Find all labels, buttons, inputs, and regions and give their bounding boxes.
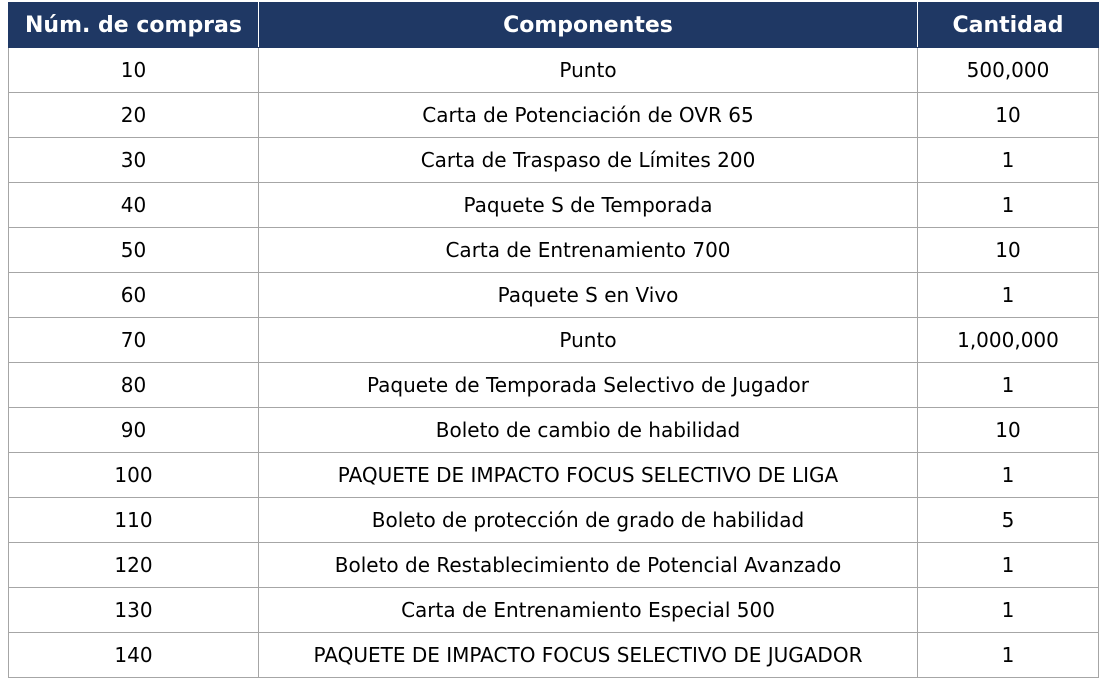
table-row (9, 228, 1099, 273)
component-cell: PAQUETE DE IMPACTO FOCUS SELECTIVO DE JUGADOR (259, 633, 918, 678)
header-purchase-count: Núm. de compras (9, 3, 259, 48)
quantity-cell: 1 (918, 363, 1099, 408)
purchase-count-cell: 70 (9, 318, 259, 363)
table-row (9, 408, 1099, 453)
table-row (9, 318, 1099, 363)
purchase-count-cell: 10 (9, 48, 259, 93)
component-cell: Carta de Entrenamiento 700 (259, 228, 918, 273)
component-cell: Boleto de Restablecimiento de Potencial Avanzado (259, 543, 918, 588)
purchase-count-cell: 60 (9, 273, 259, 318)
quantity-cell: 10 (918, 93, 1099, 138)
purchase-count-cell: 40 (9, 183, 259, 228)
purchase-count-cell: 120 (9, 543, 259, 588)
purchase-count-cell: 30 (9, 138, 259, 183)
component-cell: Carta de Potenciación de OVR 65 (259, 93, 918, 138)
table-row (9, 543, 1099, 588)
component-cell: PAQUETE DE IMPACTO FOCUS SELECTIVO DE LIGA (259, 453, 918, 498)
component-cell: Punto (259, 318, 918, 363)
quantity-cell: 500,000 (918, 48, 1099, 93)
component-cell: Paquete S en Vivo (259, 273, 918, 318)
table-row (9, 453, 1099, 498)
table-row (9, 498, 1099, 543)
header-components: Componentes (259, 3, 918, 48)
component-cell: Boleto de protección de grado de habilidad (259, 498, 918, 543)
quantity-cell: 1 (918, 453, 1099, 498)
table-row (9, 183, 1099, 228)
quantity-cell: 5 (918, 498, 1099, 543)
component-cell: Punto (259, 48, 918, 93)
purchase-count-cell: 20 (9, 93, 259, 138)
component-cell: Carta de Entrenamiento Especial 500 (259, 588, 918, 633)
purchase-count-cell: 110 (9, 498, 259, 543)
header-quantity: Cantidad (918, 3, 1099, 48)
quantity-cell: 1,000,000 (918, 318, 1099, 363)
purchase-rewards-table (8, 2, 1099, 678)
quantity-cell: 1 (918, 183, 1099, 228)
table-row (9, 48, 1099, 93)
component-cell: Paquete S de Temporada (259, 183, 918, 228)
table-row (9, 363, 1099, 408)
table-row (9, 138, 1099, 183)
quantity-cell: 1 (918, 633, 1099, 678)
table-body (9, 48, 1099, 678)
quantity-cell: 1 (918, 138, 1099, 183)
table-row (9, 273, 1099, 318)
table-row (9, 633, 1099, 678)
quantity-cell: 10 (918, 408, 1099, 453)
purchase-count-cell: 80 (9, 363, 259, 408)
quantity-cell: 1 (918, 273, 1099, 318)
header-row (9, 3, 1099, 48)
quantity-cell: 10 (918, 228, 1099, 273)
component-cell: Carta de Traspaso de Límites 200 (259, 138, 918, 183)
component-cell: Paquete de Temporada Selectivo de Jugador (259, 363, 918, 408)
purchase-count-cell: 90 (9, 408, 259, 453)
purchase-count-cell: 140 (9, 633, 259, 678)
purchase-count-cell: 130 (9, 588, 259, 633)
purchase-count-cell: 100 (9, 453, 259, 498)
purchase-count-cell: 50 (9, 228, 259, 273)
table-row (9, 588, 1099, 633)
quantity-cell: 1 (918, 588, 1099, 633)
quantity-cell: 1 (918, 543, 1099, 588)
component-cell: Boleto de cambio de habilidad (259, 408, 918, 453)
table-row (9, 93, 1099, 138)
